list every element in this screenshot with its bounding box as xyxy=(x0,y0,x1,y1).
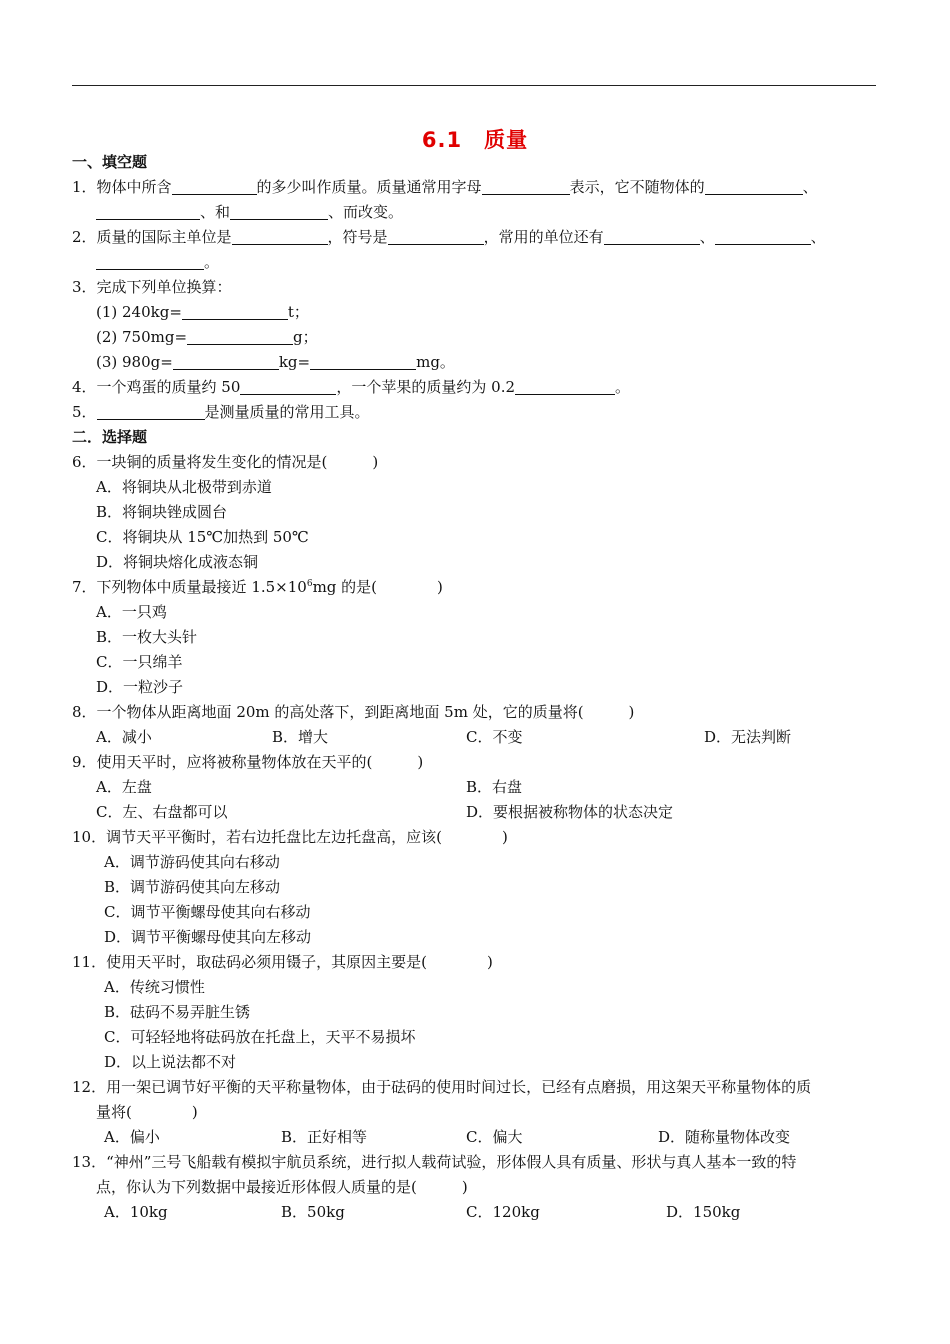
question-12-option-b[interactable]: B．正好相等 xyxy=(281,1128,368,1146)
question-4 xyxy=(72,375,882,400)
answer-blank[interactable] xyxy=(604,228,700,245)
question-3-part-1 xyxy=(72,300,882,325)
question-1-line-2 xyxy=(72,200,882,225)
answer-blank[interactable] xyxy=(173,353,279,370)
question-12-option-c[interactable]: C．偏大 xyxy=(466,1128,523,1146)
question-3-part-3 xyxy=(72,350,882,375)
question-9-option-a[interactable]: A．左盘 xyxy=(96,778,152,796)
answer-blank[interactable] xyxy=(240,378,336,395)
section-choice-heading: 二．选择题 xyxy=(72,428,148,446)
answer-blank[interactable] xyxy=(172,178,257,195)
answer-blank[interactable] xyxy=(182,303,288,320)
q7-stem-text-b: mg 的是( ) xyxy=(312,578,443,596)
answer-blank[interactable] xyxy=(705,178,803,195)
question-8-option-c[interactable]: C．不变 xyxy=(466,728,523,746)
question-9-options-row-2 xyxy=(72,800,882,825)
question-13-stem-line-1: 13．“神州”三号飞船载有模拟宇航员系统，进行拟人载荷试验，形体假人具有质量、形状与真人基本一致的特 xyxy=(72,1153,797,1171)
question-13-stem-line-2: 点，你认为下列数据中最接近形体假人质量的是( ) xyxy=(96,1178,468,1196)
answer-blank[interactable] xyxy=(482,178,570,195)
q5-text-a: 5． xyxy=(72,403,97,421)
question-10-option-b[interactable]: B．调节游码使其向左移动 xyxy=(104,878,281,896)
question-3-stem: 3．完成下列单位换算： xyxy=(72,278,232,296)
answer-blank[interactable] xyxy=(96,253,204,270)
question-8-options xyxy=(72,725,882,750)
q2-text-d: 、 xyxy=(699,228,715,246)
q1-text-e: 、和 xyxy=(200,203,231,221)
question-7-option-c[interactable]: C．一只绵羊 xyxy=(96,653,183,671)
question-11-stem: 11．使用天平时，取砝码必须用镊子，其原因主要是( ) xyxy=(72,953,493,971)
question-13-options xyxy=(72,1200,882,1225)
answer-blank[interactable] xyxy=(96,203,200,220)
answer-blank[interactable] xyxy=(97,403,205,420)
question-13-option-b[interactable]: B．50kg xyxy=(281,1203,345,1221)
question-9-option-b[interactable]: B．右盘 xyxy=(466,778,523,796)
question-9-option-c[interactable]: C．左、右盘都可以 xyxy=(96,803,228,821)
question-7-option-a[interactable]: A．一只鸡 xyxy=(96,603,167,621)
answer-blank[interactable] xyxy=(388,228,484,245)
question-11-option-d[interactable]: D．以上说法都不对 xyxy=(104,1053,237,1071)
question-8-option-d[interactable]: D．无法判断 xyxy=(704,728,792,746)
q5-text-b: 是测量质量的常用工具。 xyxy=(204,403,370,421)
q1-text-d: 、 xyxy=(802,178,818,196)
question-9-stem: 9．使用天平时，应将被称量物体放在天平的( ) xyxy=(72,753,424,771)
question-1-line-1 xyxy=(72,175,882,200)
question-12-options xyxy=(72,1125,882,1150)
answer-blank[interactable] xyxy=(187,328,293,345)
section-fill-heading: 一、填空题 xyxy=(72,153,148,171)
q2-text-f: 。 xyxy=(204,253,220,271)
question-8-option-a[interactable]: A．减小 xyxy=(96,728,152,746)
q2-text-a: 2．质量的国际主单位是 xyxy=(72,228,232,246)
question-10-option-c[interactable]: C．调节平衡螺母使其向右移动 xyxy=(104,903,311,921)
question-10-option-a[interactable]: A．调节游码使其向右移动 xyxy=(104,853,280,871)
answer-blank[interactable] xyxy=(515,378,615,395)
question-11-option-c[interactable]: C．可轻轻地将砝码放在托盘上，天平不易损坏 xyxy=(104,1028,416,1046)
q7-stem-text-a: 7．下列物体中质量最接近 1.5×10 xyxy=(72,578,307,596)
q3-p3-text-c: mg。 xyxy=(416,353,455,371)
question-3-part-2 xyxy=(72,325,882,350)
answer-blank[interactable] xyxy=(230,203,328,220)
question-2-line-2 xyxy=(72,250,882,275)
question-13-option-a[interactable]: A．10kg xyxy=(104,1203,168,1221)
question-10-option-d[interactable]: D．调节平衡螺母使其向左移动 xyxy=(104,928,312,946)
header-rule xyxy=(72,85,876,86)
q3-p1-text-a: (1) 240kg= xyxy=(96,303,182,321)
question-6-option-d[interactable]: D．将铜块熔化成液态铜 xyxy=(96,553,259,571)
q4-text-c: 。 xyxy=(615,378,631,396)
question-12-stem-line-1: 12．用一架已调节好平衡的天平称量物体，由于砝码的使用时间过长，已经有点磨损，用这架天平称量物体的质 xyxy=(72,1078,812,1096)
question-8-option-b[interactable]: B．增大 xyxy=(272,728,329,746)
answer-blank[interactable] xyxy=(310,353,416,370)
q4-text-b: ，一个苹果的质量约为 0.2 xyxy=(336,378,516,396)
question-9-options-row-1 xyxy=(72,775,882,800)
q3-p3-text-a: (3) 980g= xyxy=(96,353,173,371)
question-12-stem-line-2: 量将( ) xyxy=(96,1103,198,1121)
answer-blank[interactable] xyxy=(715,228,811,245)
page-title: 6.1 质量 xyxy=(421,128,529,152)
question-8-stem: 8．一个物体从距离地面 20m 的高处落下，到距离地面 5m 处，它的质量将( ) xyxy=(72,703,635,721)
question-11-option-b[interactable]: B．砝码不易弄脏生锈 xyxy=(104,1003,251,1021)
question-7-stem xyxy=(72,575,882,600)
q4-text-a: 4．一个鸡蛋的质量约 50 xyxy=(72,378,241,396)
q1-text-f: 、而改变。 xyxy=(328,203,404,221)
question-13-option-d[interactable]: D．150kg xyxy=(666,1203,741,1221)
q1-text-b: 的多少叫作质量。质量通常用字母 xyxy=(256,178,482,196)
question-11-option-a[interactable]: A．传统习惯性 xyxy=(104,978,205,996)
q1-text-a: 1．物体中所含 xyxy=(72,178,172,196)
question-6-option-b[interactable]: B．将铜块锉成圆台 xyxy=(96,503,228,521)
q1-text-c: 表示，它不随物体的 xyxy=(569,178,705,196)
question-7-option-d[interactable]: D．一粒沙子 xyxy=(96,678,184,696)
q7-stem-exponent: 6 xyxy=(306,579,313,589)
question-13-option-c[interactable]: C．120kg xyxy=(466,1203,540,1221)
question-12-option-d[interactable]: D．随称量物体改变 xyxy=(658,1128,791,1146)
question-12-option-a[interactable]: A．偏小 xyxy=(104,1128,160,1146)
question-6-option-c[interactable]: C．将铜块从 15℃加热到 50℃ xyxy=(96,528,309,546)
question-7-option-b[interactable]: B．一枚大头针 xyxy=(96,628,198,646)
question-5 xyxy=(72,400,882,425)
q3-p2-text-b: g； xyxy=(293,328,318,346)
answer-blank[interactable] xyxy=(232,228,328,245)
q3-p1-text-b: t； xyxy=(287,303,309,321)
question-6-stem: 6．一块铜的质量将发生变化的情况是( ) xyxy=(72,453,379,471)
question-9-option-d[interactable]: D．要根据被称物体的状态决定 xyxy=(466,803,674,821)
worksheet-body xyxy=(72,150,882,1225)
q3-p2-text-a: (2) 750mg= xyxy=(96,328,188,346)
q2-text-c: ，常用的单位还有 xyxy=(483,228,604,246)
q3-p3-text-b: kg= xyxy=(278,353,311,371)
question-2-line-1 xyxy=(72,225,882,250)
q2-text-e: 、 xyxy=(810,228,826,246)
question-10-stem: 10．调节天平平衡时，若右边托盘比左边托盘高，应该( ) xyxy=(72,828,508,846)
question-6-option-a[interactable]: A．将铜块从北极带到赤道 xyxy=(96,478,272,496)
q2-text-b: ，符号是 xyxy=(327,228,388,246)
